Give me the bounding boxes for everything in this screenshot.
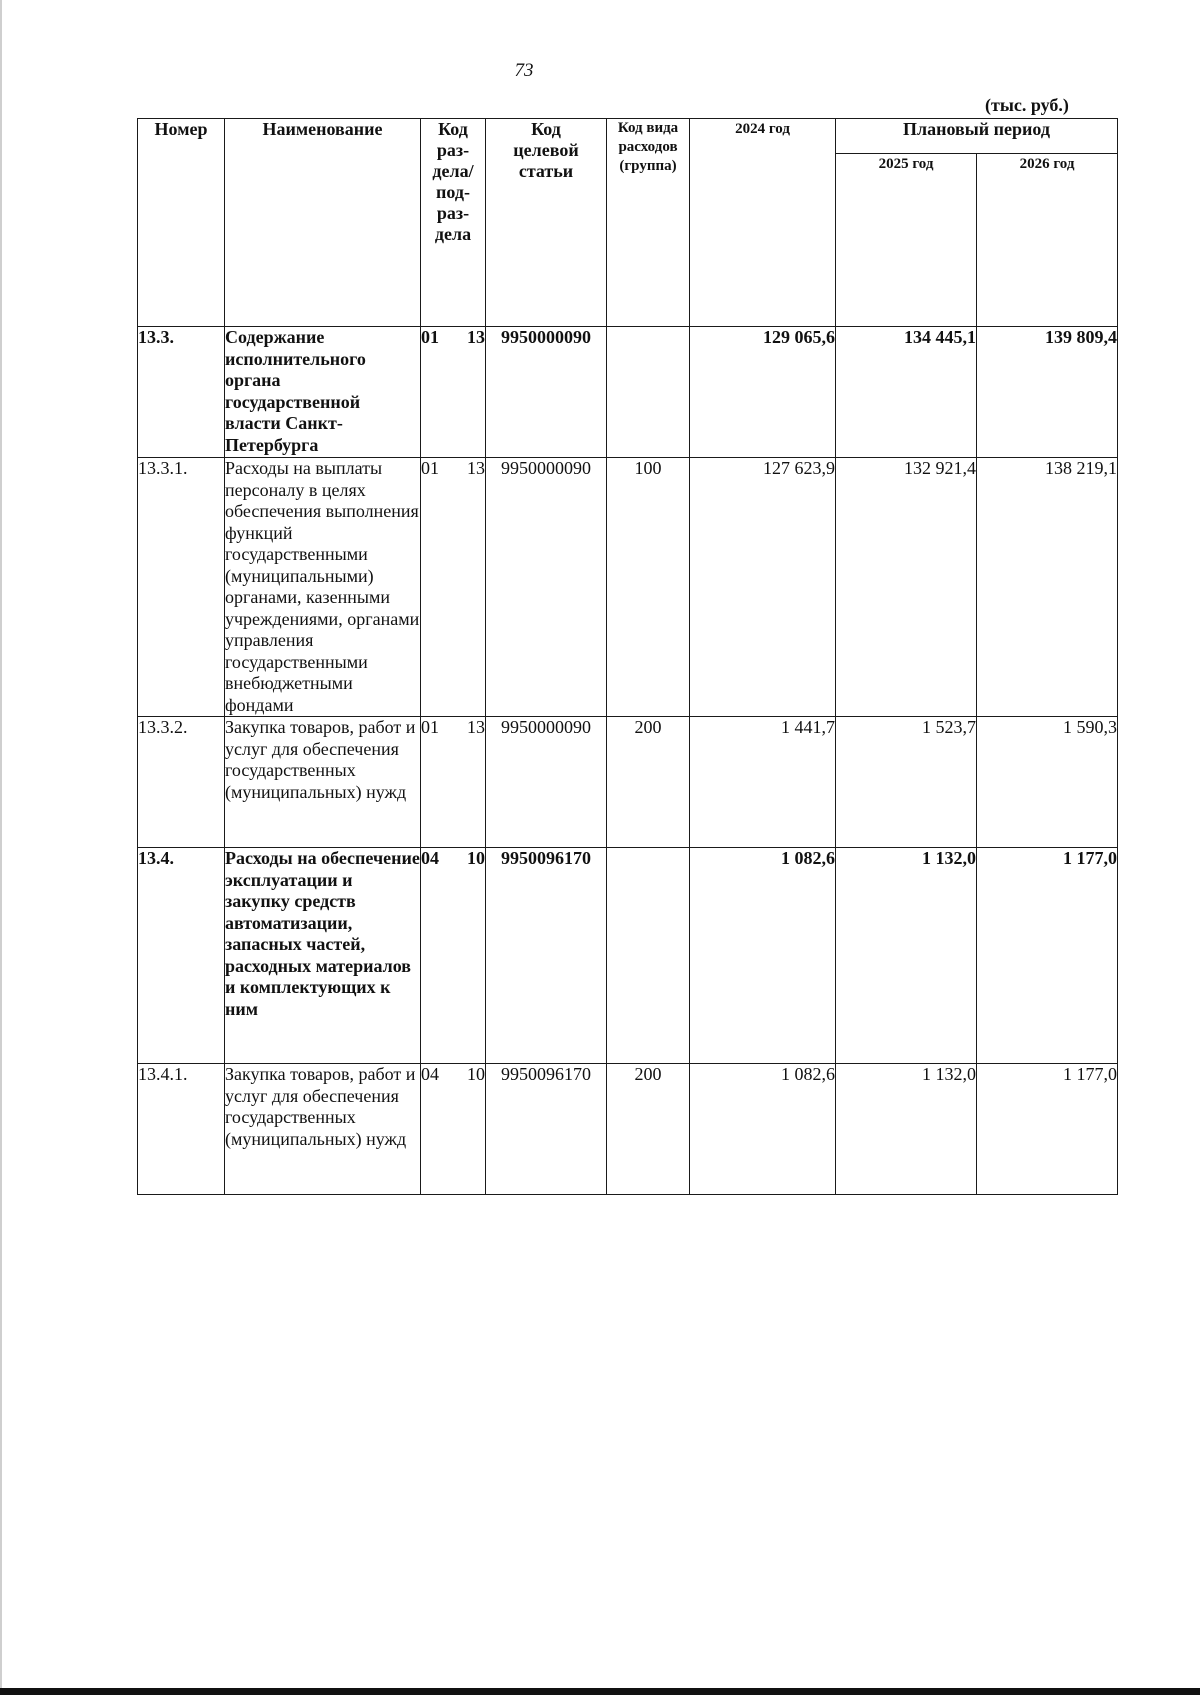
row-subsection: 13 [467, 458, 485, 478]
row-2025: 1 523,7 [836, 717, 977, 848]
row-2025: 1 132,0 [836, 848, 977, 1064]
row-section: 01 [421, 717, 439, 737]
row-2026: 1 177,0 [977, 848, 1118, 1064]
row-2025: 1 132,0 [836, 1064, 977, 1195]
row-2024: 1 082,6 [690, 848, 836, 1064]
row-target-article: 9950096170 [486, 1064, 607, 1195]
row-section-code [421, 458, 486, 717]
row-name: Расходы на выплаты персоналу в целях обеспечения выполнения функций государственными (муниципальными) органами, казенными учреждениями, органами управления государственными внебюджетными фондами [225, 458, 420, 715]
row-2026: 1 177,0 [977, 1064, 1118, 1195]
row-subsection: 10 [467, 1064, 485, 1084]
scan-bottom-edge [0, 1688, 1200, 1695]
units-label: (тыс. руб.) [985, 95, 1069, 115]
header-section-code-text: Код раз-дела/ под-раз-дела [432, 119, 474, 244]
header-year-2025: 2025 год [836, 154, 977, 327]
row-number: 13.4. [138, 848, 225, 1064]
row-number: 13.3.1. [138, 458, 225, 717]
row-expense-type: 100 [607, 458, 690, 717]
header-target-article [486, 119, 607, 327]
row-2026: 139 809,4 [977, 327, 1118, 458]
row-number: 13.4.1. [138, 1064, 225, 1195]
table-row [138, 717, 1118, 848]
row-subsection: 13 [467, 717, 485, 737]
row-target-article: 9950000090 [486, 327, 607, 458]
row-name: Закупка товаров, работ и услуг для обеспечения государственных (муниципальных) нужд [225, 717, 421, 848]
row-2024: 1 082,6 [690, 1064, 836, 1195]
row-number: 13.3. [138, 327, 225, 458]
row-name: Расходы на обеспечение эксплуатации и закупку средств автоматизации, запасных частей, расходных материалов и комплектующих к ним [225, 848, 421, 1064]
row-2025: 132 921,4 [836, 458, 977, 717]
row-2025: 134 445,1 [836, 327, 977, 458]
row-section: 04 [421, 1064, 439, 1084]
header-name: Наименование [225, 119, 421, 327]
page-number: 73 [514, 60, 534, 81]
row-section-code [421, 327, 486, 458]
row-section: 01 [421, 458, 439, 478]
row-section-code [421, 848, 486, 1064]
header-number: Номер [138, 119, 225, 327]
table-row [138, 848, 1118, 1064]
row-target-article: 9950000090 [486, 458, 607, 717]
table-row [138, 327, 1118, 458]
row-2024: 127 623,9 [690, 458, 836, 717]
table-header [138, 119, 1118, 327]
row-2026: 1 590,3 [977, 717, 1118, 848]
row-section-code [421, 717, 486, 848]
row-expense-type: 200 [607, 1064, 690, 1195]
row-2026: 138 219,1 [977, 458, 1118, 717]
row-number: 13.3.2. [138, 717, 225, 848]
row-expense-type: 200 [607, 717, 690, 848]
header-section-code [421, 119, 486, 327]
row-2024: 129 065,6 [690, 327, 836, 458]
row-section: 04 [421, 848, 439, 868]
row-expense-type [607, 848, 690, 1064]
row-section-code [421, 1064, 486, 1195]
row-2024: 1 441,7 [690, 717, 836, 848]
row-expense-type [607, 327, 690, 458]
table-row [138, 458, 1118, 717]
row-target-article: 9950096170 [486, 848, 607, 1064]
row-target-article: 9950000090 [486, 717, 607, 848]
row-name: Содержание исполнительного органа государственной власти Санкт-Петербурга [225, 327, 421, 458]
budget-table [137, 118, 1118, 1195]
row-name: Закупка товаров, работ и услуг для обеспечения государственных (муниципальных) нужд [225, 1064, 421, 1195]
header-year-2024: 2024 год [690, 119, 836, 327]
table-row [138, 1064, 1118, 1195]
row-section: 01 [421, 327, 439, 347]
row-subsection: 10 [467, 848, 485, 868]
row-subsection: 13 [467, 327, 485, 347]
scan-edge [0, 0, 2, 1695]
header-year-2026: 2026 год [977, 154, 1118, 327]
header-expense-type: Код вида расходов (группа) [607, 119, 690, 327]
header-target-article-text: Код целевой статьи [513, 119, 579, 181]
header-plan-period: Плановый период [836, 119, 1118, 154]
